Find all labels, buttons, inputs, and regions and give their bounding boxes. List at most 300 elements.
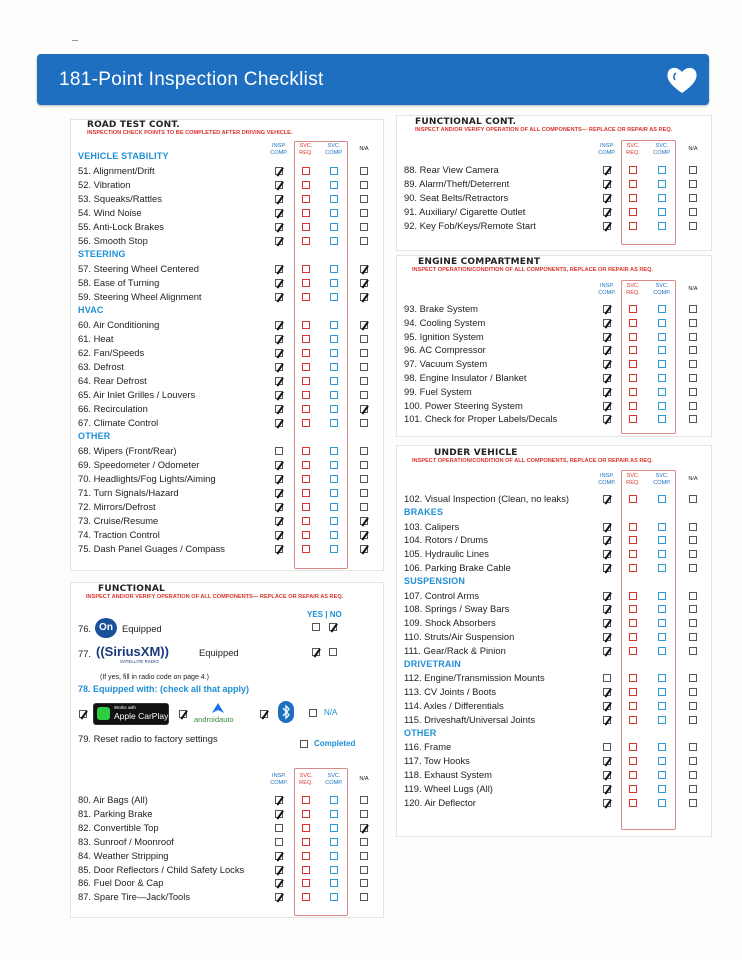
under-insp-checkbox[interactable] (603, 799, 611, 807)
under-svc-comp-checkbox[interactable] (658, 799, 666, 807)
engine-subtitle: INSPECT OPERATION/CONDITION OF ALL COMPONENTS, REPLACE OR REPAIR AS REQ. (412, 267, 654, 273)
under-svc-comp-checkbox[interactable] (658, 716, 666, 724)
road-test-insp-checkbox[interactable] (275, 237, 283, 245)
road-test-na-checkbox[interactable] (360, 321, 368, 329)
bluetooth-checkbox[interactable] (260, 710, 268, 718)
functional-cont-item-label: 92. Key Fob/Keys/Remote Start (404, 220, 536, 231)
android-auto-text: androidauto (194, 715, 234, 724)
road-test-na-checkbox[interactable] (360, 475, 368, 483)
functional-cont-svc-req-checkbox[interactable] (629, 208, 637, 216)
under-svc-req-checkbox[interactable] (629, 550, 637, 558)
engine-na-checkbox[interactable] (689, 388, 697, 396)
under-svc-comp-checkbox[interactable] (658, 757, 666, 765)
under-na-checkbox[interactable] (689, 757, 697, 765)
under-svc-req-checkbox[interactable] (629, 495, 637, 503)
engine-insp-checkbox[interactable] (603, 415, 611, 423)
functional-cont-insp-checkbox[interactable] (603, 166, 611, 174)
road-test-svc-comp-checkbox[interactable] (330, 293, 338, 301)
under-insp-checkbox[interactable] (603, 592, 611, 600)
under-category-label: BRAKES (404, 506, 444, 517)
under-svc-req-checkbox[interactable] (629, 743, 637, 751)
functional-insp-checkbox[interactable] (275, 879, 283, 887)
under-na-checkbox[interactable] (689, 799, 697, 807)
functional-svc-comp-checkbox[interactable] (330, 796, 338, 804)
functional-svc-comp-checkbox[interactable] (330, 866, 338, 874)
road-test-svc-req-checkbox[interactable] (302, 475, 310, 483)
functional-svc-req-checkbox[interactable] (302, 810, 310, 818)
under-svc-req-checkbox[interactable] (629, 771, 637, 779)
engine-na-checkbox[interactable] (689, 333, 697, 341)
under-insp-checkbox[interactable] (603, 716, 611, 724)
road-test-na-checkbox[interactable] (360, 405, 368, 413)
functional-svc-req-checkbox[interactable] (302, 796, 310, 804)
functional-cont-insp-checkbox[interactable] (603, 222, 611, 230)
road-test-insp-checkbox[interactable] (275, 475, 283, 483)
under-na-checkbox[interactable] (689, 550, 697, 558)
road-test-svc-comp-checkbox[interactable] (330, 391, 338, 399)
road-test-insp-checkbox[interactable] (275, 545, 283, 553)
functional-cont-svc-comp-checkbox[interactable] (658, 166, 666, 174)
engine-svc-req-checkbox[interactable] (629, 415, 637, 423)
functional-na-checkbox[interactable] (360, 852, 368, 860)
under-svc-comp-checkbox[interactable] (658, 743, 666, 751)
road-test-insp-checkbox[interactable] (275, 503, 283, 511)
road-test-item-label: 75. Dash Panel Guages / Compass (78, 543, 225, 554)
functional-svc-req-checkbox[interactable] (302, 893, 310, 901)
item-77-no-checkbox[interactable] (329, 648, 337, 656)
functional-insp-checkbox[interactable] (275, 810, 283, 818)
road-test-svc-comp-checkbox[interactable] (330, 405, 338, 413)
under-na-checkbox[interactable] (689, 564, 697, 572)
engine-svc-comp-checkbox[interactable] (658, 319, 666, 327)
functional-cont-subtitle: INSPECT AND/OR VERIFY OPERATION OF ALL COMPONENTS— REPLACE OR REPAIR AS REQ. (415, 127, 673, 133)
functional-insp-checkbox[interactable] (275, 824, 283, 832)
road-test-svc-req-checkbox[interactable] (302, 461, 310, 469)
engine-na-checkbox[interactable] (689, 305, 697, 313)
engine-svc-req-checkbox[interactable] (629, 402, 637, 410)
road-test-na-checkbox[interactable] (360, 489, 368, 497)
functional-cont-na-checkbox[interactable] (689, 194, 697, 202)
under-svc-comp-checkbox[interactable] (658, 785, 666, 793)
road-test-svc-req-checkbox[interactable] (302, 391, 310, 399)
road-test-svc-req-checkbox[interactable] (302, 321, 310, 329)
road-test-na-checkbox[interactable] (360, 419, 368, 427)
under-svc-req-checkbox[interactable] (629, 592, 637, 600)
under-svc-req-checkbox[interactable] (629, 702, 637, 710)
road-test-insp-checkbox[interactable] (275, 489, 283, 497)
road-test-insp-checkbox[interactable] (275, 363, 283, 371)
under-svc-comp-checkbox[interactable] (658, 536, 666, 544)
under-svc-comp-checkbox[interactable] (658, 647, 666, 655)
under-svc-comp-checkbox[interactable] (658, 592, 666, 600)
road-test-insp-checkbox[interactable] (275, 531, 283, 539)
road-test-na-checkbox[interactable] (360, 209, 368, 217)
under-na-checkbox[interactable] (689, 619, 697, 627)
functional-cont-svc-req-checkbox[interactable] (629, 180, 637, 188)
under-na-checkbox[interactable] (689, 785, 697, 793)
under-item-label: 109. Shock Absorbers (404, 617, 496, 629)
engine-svc-req-checkbox[interactable] (629, 346, 637, 354)
engine-insp-checkbox[interactable] (603, 402, 611, 410)
under-svc-comp-checkbox[interactable] (658, 633, 666, 641)
engine-svc-comp-checkbox[interactable] (658, 346, 666, 354)
road-test-na-checkbox[interactable] (360, 363, 368, 371)
road-test-insp-checkbox[interactable] (275, 517, 283, 525)
road-test-item-label: 74. Traction Control (78, 529, 160, 540)
road-test-svc-comp-checkbox[interactable] (330, 181, 338, 189)
under-insp-checkbox[interactable] (603, 605, 611, 613)
functional-na-checkbox[interactable] (360, 893, 368, 901)
road-test-svc-req-checkbox[interactable] (302, 531, 310, 539)
road-test-svc-comp-checkbox[interactable] (330, 419, 338, 427)
functional-cont-svc-req-checkbox[interactable] (629, 222, 637, 230)
road-test-svc-comp-checkbox[interactable] (330, 531, 338, 539)
engine-svc-comp-checkbox[interactable] (658, 402, 666, 410)
under-insp-checkbox[interactable] (603, 523, 611, 531)
functional-insp-checkbox[interactable] (275, 796, 283, 804)
under-na-checkbox[interactable] (689, 495, 697, 503)
functional-insp-checkbox[interactable] (275, 866, 283, 874)
engine-insp-checkbox[interactable] (603, 346, 611, 354)
under-na-checkbox[interactable] (689, 523, 697, 531)
under-svc-req-checkbox[interactable] (629, 688, 637, 696)
functional-cont-insp-checkbox[interactable] (603, 180, 611, 188)
road-test-insp-checkbox[interactable] (275, 405, 283, 413)
engine-svc-req-checkbox[interactable] (629, 305, 637, 313)
road-test-insp-checkbox[interactable] (275, 461, 283, 469)
under-na-checkbox[interactable] (689, 633, 697, 641)
functional-cont-na-checkbox[interactable] (689, 180, 697, 188)
engine-insp-checkbox[interactable] (603, 333, 611, 341)
road-test-svc-req-checkbox[interactable] (302, 181, 310, 189)
under-insp-checkbox[interactable] (603, 647, 611, 655)
under-insp-checkbox[interactable] (603, 495, 611, 503)
road-test-na-checkbox[interactable] (360, 517, 368, 525)
engine-title: ENGINE COMPARTMENT (418, 257, 541, 267)
under-svc-req-checkbox[interactable] (629, 716, 637, 724)
under-svc-req-checkbox[interactable] (629, 619, 637, 627)
heart-logo-icon (665, 64, 699, 96)
under-insp-checkbox[interactable] (603, 550, 611, 558)
functional-svc-req-checkbox[interactable] (302, 824, 310, 832)
road-test-svc-comp-checkbox[interactable] (330, 237, 338, 245)
under-svc-req-checkbox[interactable] (629, 674, 637, 682)
under-na-checkbox[interactable] (689, 592, 697, 600)
road-test-svc-comp-checkbox[interactable] (330, 377, 338, 385)
under-svc-comp-checkbox[interactable] (658, 550, 666, 558)
road-test-svc-req-checkbox[interactable] (302, 503, 310, 511)
functional-insp-checkbox[interactable] (275, 852, 283, 860)
road-test-svc-comp-checkbox[interactable] (330, 475, 338, 483)
functional-insp-checkbox[interactable] (275, 893, 283, 901)
functional-na-checkbox[interactable] (360, 824, 368, 832)
under-na-checkbox[interactable] (689, 605, 697, 613)
functional-na-checkbox[interactable] (360, 796, 368, 804)
engine-na-checkbox[interactable] (689, 346, 697, 354)
under-svc-req-checkbox[interactable] (629, 757, 637, 765)
road-test-insp-checkbox[interactable] (275, 195, 283, 203)
radio-code-note: (If yes, fill in radio code on page 4.) (100, 674, 209, 681)
road-test-insp-checkbox[interactable] (275, 209, 283, 217)
functional-cont-na-checkbox[interactable] (689, 166, 697, 174)
functional-item-label: 86. Fuel Door & Cap (78, 877, 164, 889)
road-test-svc-comp-checkbox[interactable] (330, 195, 338, 203)
engine-item-label: 95. Ignition System (404, 330, 484, 342)
road-test-svc-comp-checkbox[interactable] (330, 461, 338, 469)
road-test-item-label: 54. Wind Noise (78, 207, 142, 218)
road-test-svc-req-checkbox[interactable] (302, 265, 310, 273)
under-insp-header: INSP. COMP. (598, 473, 616, 486)
functional-item-label: 82. Convertible Top (78, 821, 159, 833)
road-test-svc-req-checkbox[interactable] (302, 195, 310, 203)
engine-insp-checkbox[interactable] (603, 319, 611, 327)
functional-svc-comp-checkbox[interactable] (330, 838, 338, 846)
road-test-na-checkbox[interactable] (360, 293, 368, 301)
under-na-checkbox[interactable] (689, 688, 697, 696)
under-insp-checkbox[interactable] (603, 743, 611, 751)
functional-cont-na-checkbox[interactable] (689, 208, 697, 216)
road-test-insp-checkbox[interactable] (275, 279, 283, 287)
functional-svc-comp-checkbox[interactable] (330, 810, 338, 818)
under-na-checkbox[interactable] (689, 743, 697, 751)
functional-cont-svc-comp-checkbox[interactable] (658, 194, 666, 202)
road-test-svc-req-checkbox[interactable] (302, 419, 310, 427)
functional-cont-svc-comp-header: SVC. COMP. (653, 143, 671, 156)
functional-cont-svc-comp-checkbox[interactable] (658, 222, 666, 230)
road-test-svc-comp-checkbox[interactable] (330, 167, 338, 175)
road-test-svc-req-checkbox[interactable] (302, 335, 310, 343)
road-test-svc-comp-checkbox[interactable] (330, 517, 338, 525)
engine-svc-comp-checkbox[interactable] (658, 360, 666, 368)
engine-insp-checkbox[interactable] (603, 360, 611, 368)
road-test-svc-req-checkbox[interactable] (302, 377, 310, 385)
under-svc-comp-checkbox[interactable] (658, 495, 666, 503)
road-test-na-checkbox[interactable] (360, 195, 368, 203)
engine-svc-req-checkbox[interactable] (629, 319, 637, 327)
road-test-insp-checkbox[interactable] (275, 167, 283, 175)
road-test-na-checkbox[interactable] (360, 279, 368, 287)
under-svc-comp-checkbox[interactable] (658, 688, 666, 696)
road-test-na-checkbox[interactable] (360, 181, 368, 189)
under-svc-comp-checkbox[interactable] (658, 771, 666, 779)
road-test-svc-comp-checkbox[interactable] (330, 335, 338, 343)
road-test-na-checkbox[interactable] (360, 265, 368, 273)
functional-svc-comp-checkbox[interactable] (330, 879, 338, 887)
engine-svc-comp-checkbox[interactable] (658, 305, 666, 313)
road-test-na-checkbox[interactable] (360, 461, 368, 469)
road-test-svc-comp-checkbox[interactable] (330, 209, 338, 217)
road-test-svc-comp-checkbox[interactable] (330, 363, 338, 371)
functional-cont-svc-req-checkbox[interactable] (629, 194, 637, 202)
road-test-na-checkbox[interactable] (360, 335, 368, 343)
reset-radio-completed-checkbox[interactable] (300, 740, 308, 748)
road-test-svc-req-checkbox[interactable] (302, 517, 310, 525)
under-svc-req-checkbox[interactable] (629, 633, 637, 641)
under-insp-checkbox[interactable] (603, 771, 611, 779)
road-test-insp-checkbox[interactable] (275, 349, 283, 357)
functional-na-checkbox[interactable] (360, 866, 368, 874)
engine-na-checkbox[interactable] (689, 415, 697, 423)
road-test-item-label: 70. Headlights/Fog Lights/Aiming (78, 473, 216, 484)
functional-cont-svc-comp-checkbox[interactable] (658, 180, 666, 188)
android-auto-arrow-icon (212, 703, 224, 713)
under-svc-req-checkbox[interactable] (629, 523, 637, 531)
road-test-svc-comp-checkbox[interactable] (330, 265, 338, 273)
under-svc-req-checkbox[interactable] (629, 564, 637, 572)
functional-insp-checkbox[interactable] (275, 838, 283, 846)
road-test-insp-checkbox[interactable] (275, 265, 283, 273)
engine-insp-checkbox[interactable] (603, 374, 611, 382)
functional-svc-req-checkbox[interactable] (302, 838, 310, 846)
engine-na-checkbox[interactable] (689, 402, 697, 410)
road-test-svc-req-checkbox[interactable] (302, 223, 310, 231)
functional-cont-insp-header: INSP. COMP. (598, 143, 616, 156)
engine-svc-req-checkbox[interactable] (629, 360, 637, 368)
road-test-insp-checkbox[interactable] (275, 321, 283, 329)
engine-svc-req-checkbox[interactable] (629, 388, 637, 396)
under-na-checkbox[interactable] (689, 674, 697, 682)
road-test-na-checkbox[interactable] (360, 223, 368, 231)
road-test-na-checkbox[interactable] (360, 531, 368, 539)
under-na-checkbox[interactable] (689, 536, 697, 544)
functional-svc-comp-checkbox[interactable] (330, 893, 338, 901)
functional-item-label: 83. Sunroof / Moonroof (78, 835, 174, 847)
under-insp-checkbox[interactable] (603, 688, 611, 696)
road-test-na-checkbox[interactable] (360, 545, 368, 553)
item-76-yes-checkbox[interactable] (312, 623, 320, 631)
functional-svc-req-checkbox[interactable] (302, 879, 310, 887)
under-svc-comp-checkbox[interactable] (658, 674, 666, 682)
road-test-svc-req-checkbox[interactable] (302, 349, 310, 357)
functional-cont-svc-comp-checkbox[interactable] (658, 208, 666, 216)
engine-insp-checkbox[interactable] (603, 305, 611, 313)
siriusxm-logo-text: ((SiriusXM)) (96, 644, 169, 659)
road-test-svc-req-checkbox[interactable] (302, 167, 310, 175)
under-insp-checkbox[interactable] (603, 619, 611, 627)
road-test-item-label: 59. Steering Wheel Alignment (78, 291, 202, 302)
road-test-svc-comp-checkbox[interactable] (330, 545, 338, 553)
road-test-insp-checkbox[interactable] (275, 419, 283, 427)
road-test-insp-checkbox[interactable] (275, 181, 283, 189)
engine-insp-checkbox[interactable] (603, 388, 611, 396)
under-svc-req-checkbox[interactable] (629, 799, 637, 807)
functional-na-checkbox[interactable] (360, 838, 368, 846)
functional-svc-req-checkbox[interactable] (302, 866, 310, 874)
under-insp-checkbox[interactable] (603, 702, 611, 710)
under-svc-req-checkbox[interactable] (629, 785, 637, 793)
engine-svc-comp-checkbox[interactable] (658, 374, 666, 382)
road-test-insp-checkbox[interactable] (275, 293, 283, 301)
road-test-svc-comp-checkbox[interactable] (330, 321, 338, 329)
road-test-na-checkbox[interactable] (360, 447, 368, 455)
under-svc-comp-checkbox[interactable] (658, 702, 666, 710)
road-test-svc-comp-checkbox[interactable] (330, 349, 338, 357)
road-test-na-checkbox[interactable] (360, 391, 368, 399)
under-insp-checkbox[interactable] (603, 633, 611, 641)
under-svc-req-checkbox[interactable] (629, 536, 637, 544)
under-svc-req-checkbox[interactable] (629, 605, 637, 613)
road-test-na-checkbox[interactable] (360, 503, 368, 511)
road-test-svc-comp-checkbox[interactable] (330, 223, 338, 231)
no-audio-na-checkbox[interactable] (309, 709, 317, 717)
under-insp-checkbox[interactable] (603, 757, 611, 765)
item-76-no-checkbox[interactable] (329, 623, 337, 631)
under-insp-checkbox[interactable] (603, 564, 611, 572)
engine-svc-req-checkbox[interactable] (629, 333, 637, 341)
under-svc-req-checkbox[interactable] (629, 647, 637, 655)
road-test-insp-checkbox[interactable] (275, 335, 283, 343)
android-auto-checkbox[interactable] (179, 710, 187, 718)
under-na-checkbox[interactable] (689, 647, 697, 655)
road-test-svc-comp-checkbox[interactable] (330, 279, 338, 287)
road-test-insp-checkbox[interactable] (275, 391, 283, 399)
road-test-insp-checkbox[interactable] (275, 447, 283, 455)
engine-na-checkbox[interactable] (689, 374, 697, 382)
road-test-na-checkbox[interactable] (360, 237, 368, 245)
road-test-insp-checkbox[interactable] (275, 223, 283, 231)
road-test-svc-req-checkbox[interactable] (302, 363, 310, 371)
functional-svc-req-checkbox[interactable] (302, 852, 310, 860)
under-na-checkbox[interactable] (689, 702, 697, 710)
under-svc-comp-checkbox[interactable] (658, 523, 666, 531)
road-test-insp-checkbox[interactable] (275, 377, 283, 385)
functional-na-checkbox[interactable] (360, 879, 368, 887)
functional-cont-svc-req-checkbox[interactable] (629, 166, 637, 174)
functional-svc-comp-checkbox[interactable] (330, 852, 338, 860)
road-test-svc-comp-checkbox[interactable] (330, 447, 338, 455)
item-77-yes-checkbox[interactable] (312, 648, 320, 656)
road-test-na-checkbox[interactable] (360, 377, 368, 385)
road-test-category-label: STEERING (78, 249, 126, 259)
engine-svc-comp-checkbox[interactable] (658, 388, 666, 396)
road-test-svc-req-checkbox[interactable] (302, 545, 310, 553)
road-test-svc-req-checkbox[interactable] (302, 209, 310, 217)
road-test-na-header: N/A (359, 146, 369, 152)
engine-na-checkbox[interactable] (689, 319, 697, 327)
road-test-na-checkbox[interactable] (360, 349, 368, 357)
road-test-subtitle: INSPECTION CHECK POINTS TO BE COMPLETED AFTER DRIVING VEHICLE. (87, 130, 293, 136)
road-test-svc-req-checkbox[interactable] (302, 279, 310, 287)
road-test-svc-req-checkbox[interactable] (302, 237, 310, 245)
under-svc-comp-checkbox[interactable] (658, 564, 666, 572)
road-test-na-checkbox[interactable] (360, 167, 368, 175)
functional-cont-na-checkbox[interactable] (689, 222, 697, 230)
road-test-svc-req-checkbox[interactable] (302, 405, 310, 413)
road-test-svc-comp-checkbox[interactable] (330, 489, 338, 497)
under-na-checkbox[interactable] (689, 771, 697, 779)
functional-cont-insp-checkbox[interactable] (603, 208, 611, 216)
carplay-checkbox[interactable] (79, 710, 87, 718)
under-svc-comp-checkbox[interactable] (658, 619, 666, 627)
engine-svc-req-checkbox[interactable] (629, 374, 637, 382)
under-insp-checkbox[interactable] (603, 785, 611, 793)
engine-svc-comp-checkbox[interactable] (658, 333, 666, 341)
engine-svc-comp-checkbox[interactable] (658, 415, 666, 423)
road-test-svc-req-checkbox[interactable] (302, 293, 310, 301)
functional-cont-insp-checkbox[interactable] (603, 194, 611, 202)
road-test-svc-req-checkbox[interactable] (302, 447, 310, 455)
road-test-svc-req-checkbox[interactable] (302, 489, 310, 497)
functional-na-checkbox[interactable] (360, 810, 368, 818)
under-insp-checkbox[interactable] (603, 674, 611, 682)
engine-na-checkbox[interactable] (689, 360, 697, 368)
under-svc-comp-checkbox[interactable] (658, 605, 666, 613)
road-test-svc-comp-checkbox[interactable] (330, 503, 338, 511)
under-na-checkbox[interactable] (689, 716, 697, 724)
under-insp-checkbox[interactable] (603, 536, 611, 544)
functional-item-label: 85. Door Reflectors / Child Safety Locks (78, 863, 245, 875)
functional-svc-comp-checkbox[interactable] (330, 824, 338, 832)
